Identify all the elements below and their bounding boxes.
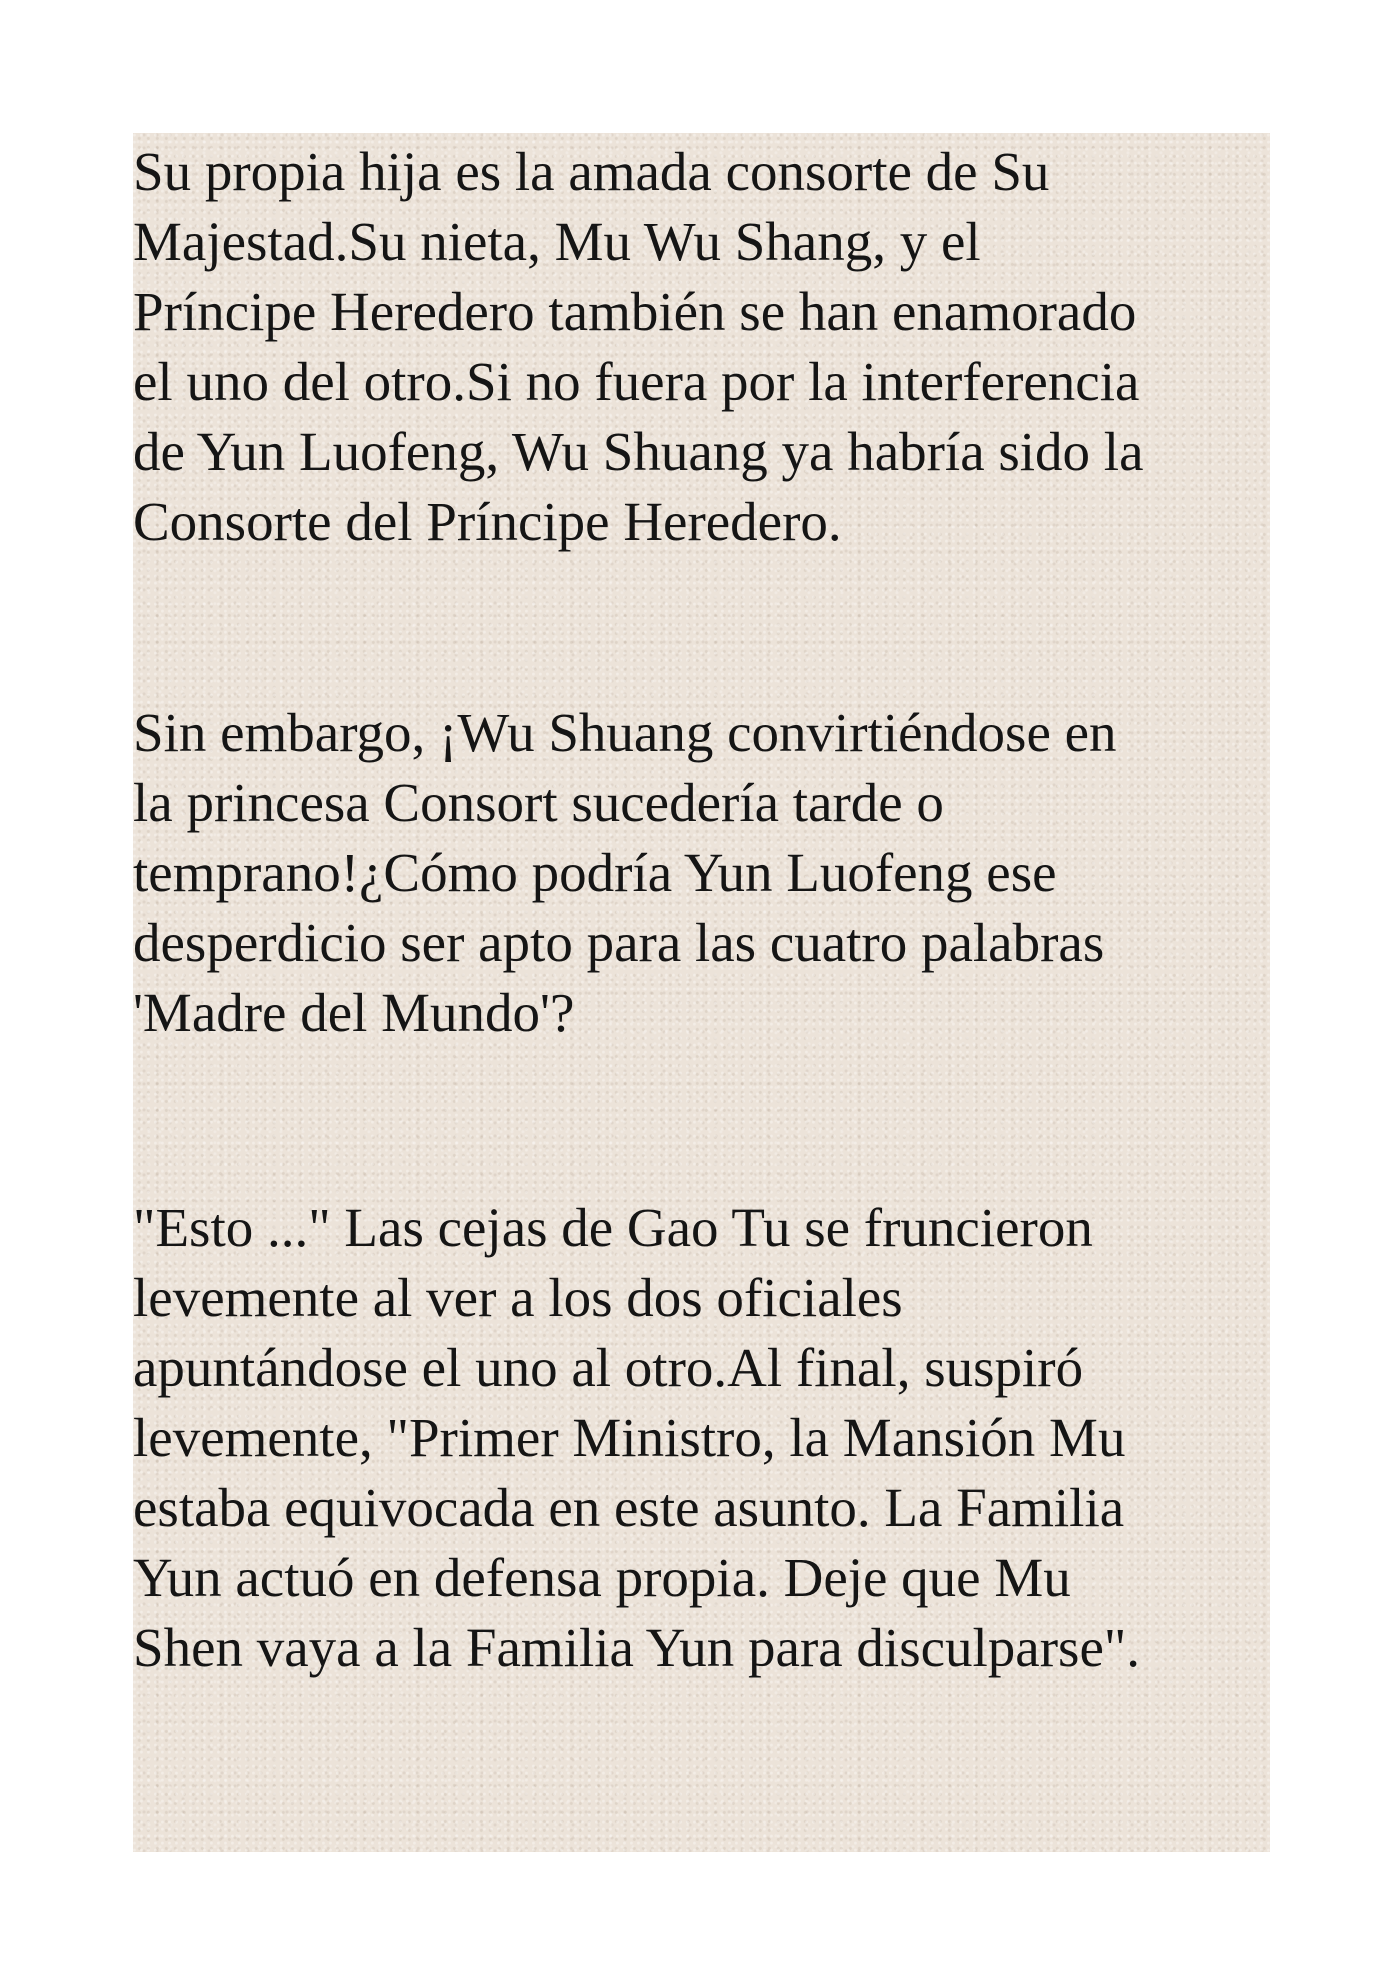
paragraph-1: Su propia hija es la amada consorte de Su Majestad.Su nieta, Mu Wu Shang, y el Príncipe Heredero también se han enamorado el uno del otro.Si no fuera por la interferencia de Yun Luofeng, Wu Shuang ya habría sido la Consorte del Príncipe Heredero. [133,141,1144,552]
paragraph-3: "Esto ..." Las cejas de Gao Tu se fruncieron levemente al ver a los dos oficiales apuntándose el uno al otro.Al final, suspiró levemente, "Primer Ministro, la Mansión Mu estaba equivocada en este asunto. La Familia Yun actuó en defensa propia. Deje que Mu Shen vaya a la Familia Yun para disculparse". [133,1197,1141,1678]
paper-background [133,133,1270,1852]
paragraph-2: Sin embargo, ¡Wu Shuang convirtiéndose en la princesa Consort sucedería tarde o temprano!¿Cómo podría Yun Luofeng ese desperdicio ser apto para las cuatro palabras 'Madre del Mundo'? [133,702,1117,1043]
